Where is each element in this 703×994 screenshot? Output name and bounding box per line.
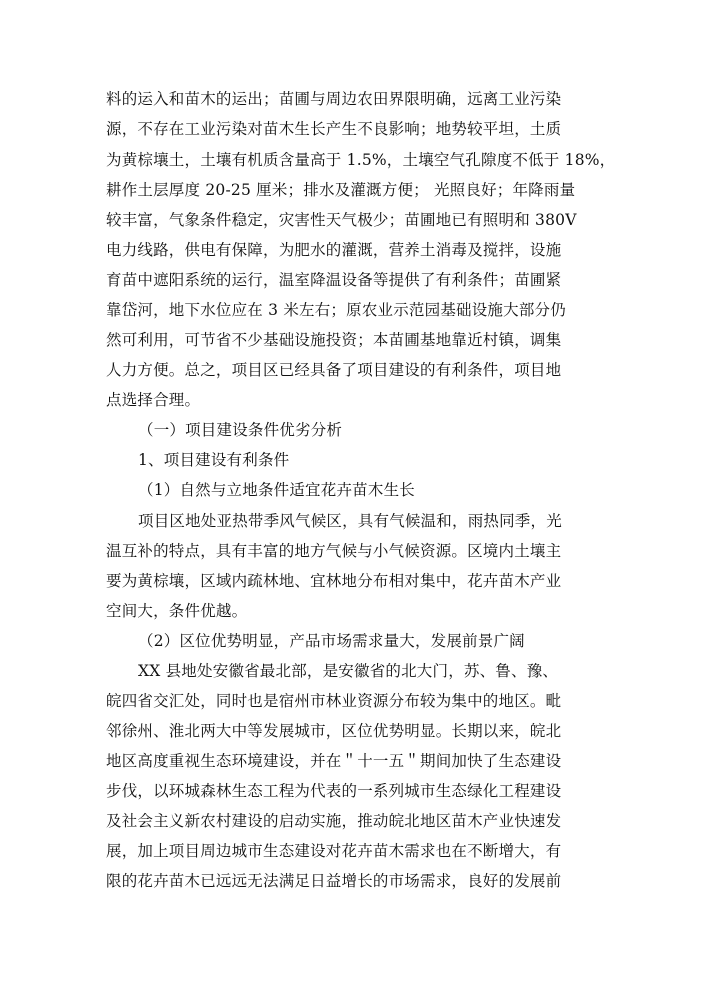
text-line: 皖四省交汇处，同时也是宿州市林业资源分布较为集中的地区。毗 <box>106 692 562 710</box>
text-line: 较丰富，气象条件稳定，灾害性天气极少；苗圃地已有照明和 380V <box>106 211 577 229</box>
section-heading: （一）项目建设条件优劣分析 <box>138 421 343 439</box>
text-line: 步伐，以环城森林生态工程为代表的一系列城市生态绿化工程建设 <box>106 782 562 800</box>
subsubsection-heading: （1）自然与立地条件适宜花卉苗木生长 <box>138 481 415 499</box>
paragraph-first-line: 项目区地处亚热带季风气候区，具有气候温和，雨热同季，光 <box>138 512 562 530</box>
text-line: 地区高度重视生态环境建设，并在＂十一五＂期间加快了生态建设 <box>106 752 562 770</box>
text-line: 耕作土层厚度 20-25 厘米；排水及灌溉方便； 光照良好；年降雨量 <box>106 181 576 199</box>
text-line: 为黄棕壤土，土壤有机质含量高于 1.5%，土壤空气孔隙度不低于 18%， <box>106 151 616 169</box>
text-line: 温互补的特点，具有丰富的地方气候与小气候资源。区境内土壤主 <box>106 542 562 560</box>
text-line: 人力方便。总之，项目区已经具备了项目建设的有利条件，项目地 <box>106 361 562 379</box>
subsection-heading: 1、项目建设有利条件 <box>138 451 290 469</box>
text-line: 邻徐州、淮北两大中等发展城市，区位优势明显。长期以来，皖北 <box>106 722 562 740</box>
text-line: 源，不存在工业污染对苗木生长产生不良影响；地势较平坦，土质 <box>106 120 562 138</box>
text-line: 要为黄棕壤，区域内疏林地、宜林地分布相对集中，花卉苗木产业 <box>106 572 562 590</box>
text-line: 空间大，条件优越。 <box>106 602 248 620</box>
text-line: 料的运入和苗木的运出；苗圃与周边农田界限明确，远离工业污染 <box>106 90 562 108</box>
text-line: 限的花卉苗木已远远无法满足日益增长的市场需求，良好的发展前 <box>106 872 562 890</box>
text-line: 育苗中遮阳系统的运行，温室降温设备等提供了有利条件；苗圃紧 <box>106 271 562 289</box>
paragraph-first-line: XX 县地处安徽省最北部，是安徽省的北大门，苏、鲁、豫、 <box>138 662 559 680</box>
text-line: 然可利用，可节省不少基础设施投资；本苗圃基地靠近村镇，调集 <box>106 331 562 349</box>
text-line: 点选择合理。 <box>106 391 201 409</box>
subsubsection-heading: （2）区位优势明显，产品市场需求量大，发展前景广阔 <box>138 632 525 650</box>
text-line: 电力线路，供电有保障，为肥水的灌溉，营养土消毒及搅拌，设施 <box>106 241 562 259</box>
text-line: 靠岱河，地下水位应在 3 米左右；原农业示范园基础设施大部分仍 <box>106 301 566 319</box>
text-line: 展，加上项目周边城市生态建设对花卉苗木需求也在不断增大，有 <box>106 842 562 860</box>
text-line: 及社会主义新农村建设的启动实施，推动皖北地区苗木产业快速发 <box>106 812 562 830</box>
